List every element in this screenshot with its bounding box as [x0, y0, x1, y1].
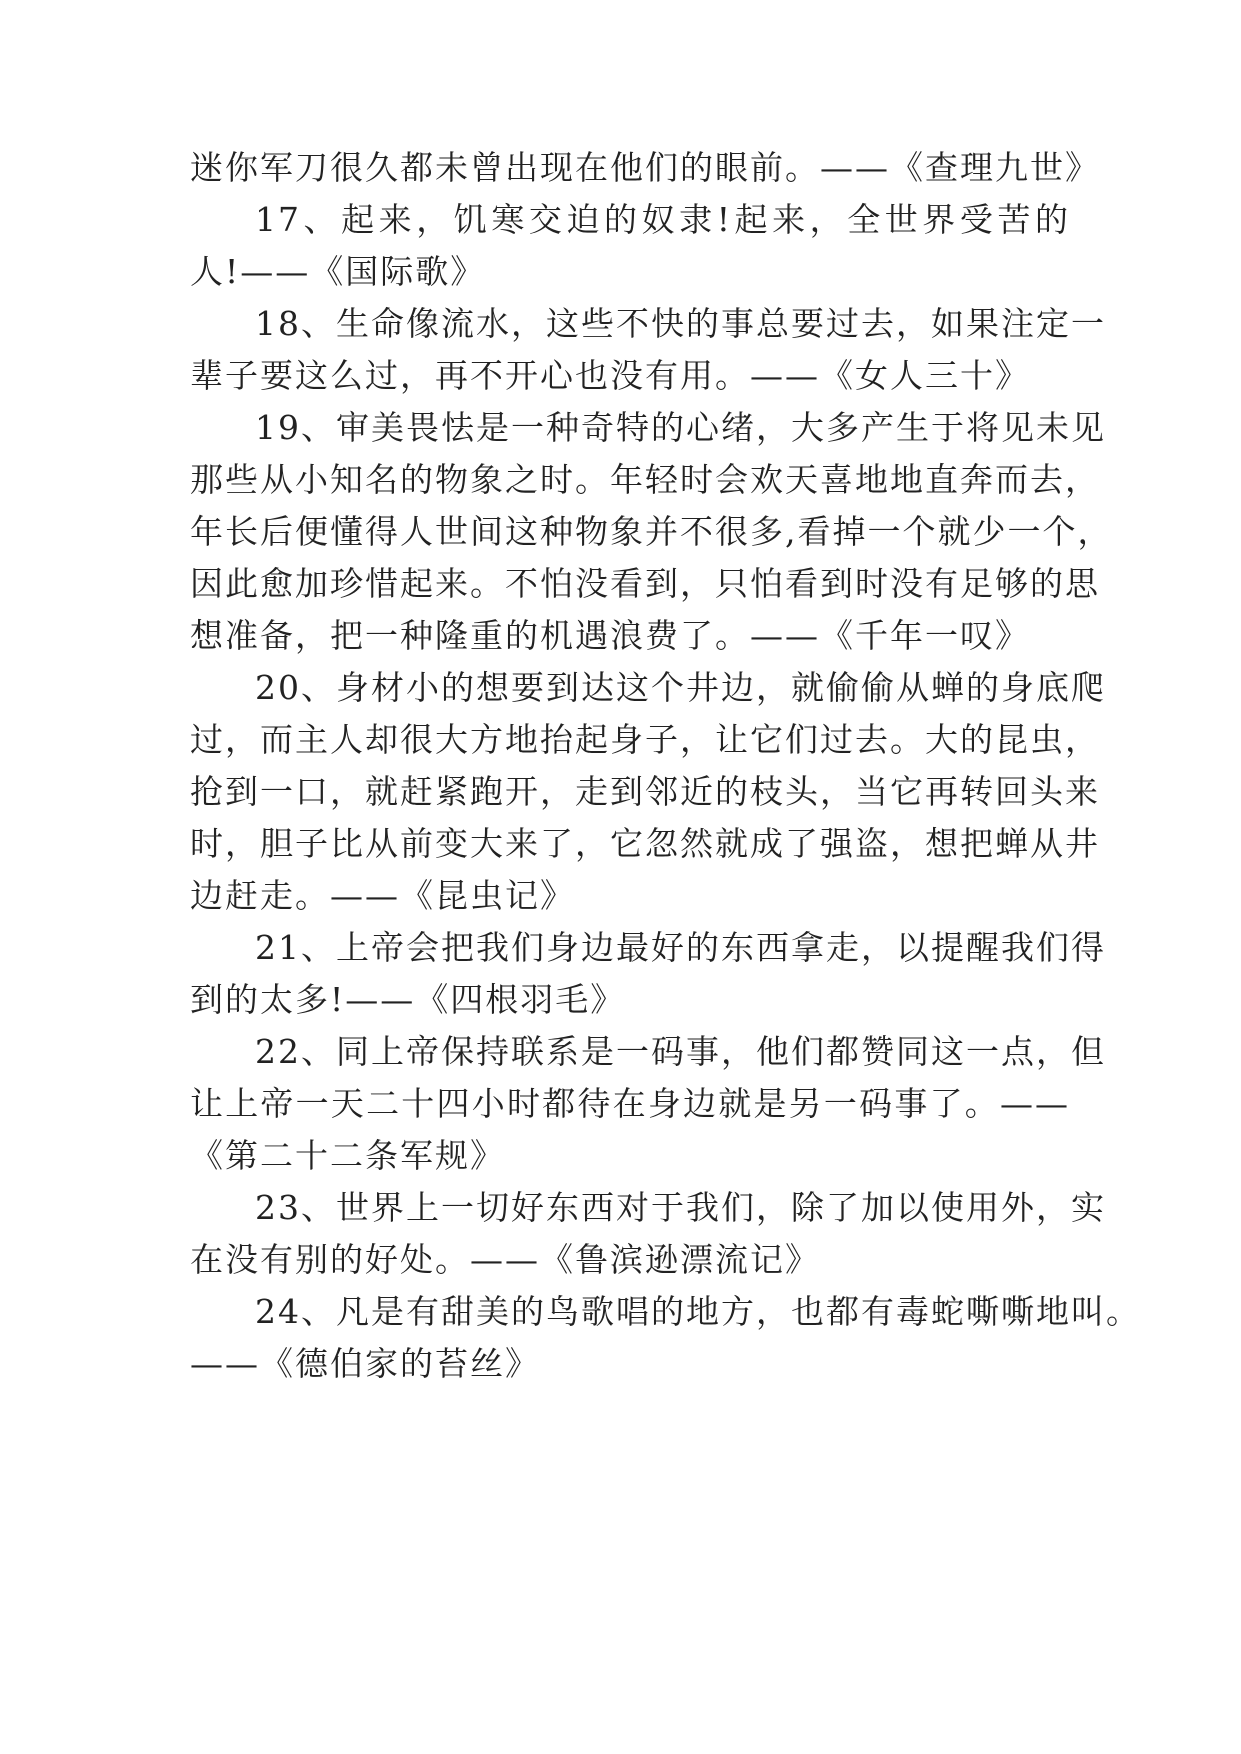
quote-20-line-3: 抢到一口，就赶紧跑开，走到邻近的枝头，当它再转回头来	[190, 772, 1100, 811]
quote-18-line-1: 18、生命像流水，这些不快的事总要过去，如果注定一	[255, 304, 1106, 343]
quote-19-line-4: 因此愈加珍惜起来。不怕没看到，只怕看到时没有足够的思	[190, 564, 1100, 603]
quote-22-line-2: 让上帝一天二十四小时都待在身边就是另一码事了。——	[190, 1084, 1070, 1123]
quote-24-line-1: 24、凡是有甜美的鸟歌唱的地方，也都有毒蛇嘶嘶地叫。	[255, 1292, 1141, 1331]
quote-20-line-5: 边赶走。——《昆虫记》	[190, 876, 575, 915]
quote-19-line-1: 19、审美畏怯是一种奇特的心绪，大多产生于将见未见	[255, 408, 1106, 447]
quote-19-line-3: 年长后便懂得人世间这种物象并不很多,看掉一个就少一个，	[190, 512, 1113, 551]
quote-17-line-2: 人!——《国际歌》	[190, 252, 486, 291]
quote-23-line-1: 23、世界上一切好东西对于我们，除了加以使用外，实	[255, 1188, 1106, 1227]
text-line-continuation: 迷你军刀很久都未曾出现在他们的眼前。——《查理九世》	[190, 148, 1100, 187]
quote-17-line-1: 17、起来，饥寒交迫的奴隶!起来，全世界受苦的	[255, 200, 1070, 239]
quote-19-line-2: 那些从小知名的物象之时。年轻时会欢天喜地地直奔而去，	[190, 460, 1100, 499]
quote-18-line-2: 辈子要这么过，再不开心也没有用。——《女人三十》	[190, 356, 1030, 395]
quote-20-line-2: 过，而主人却很大方地抬起身子，让它们过去。大的昆虫，	[190, 720, 1100, 759]
quote-22-line-3: 《第二十二条军规》	[190, 1136, 505, 1175]
quote-23-line-2: 在没有别的好处。——《鲁滨逊漂流记》	[190, 1240, 820, 1279]
quote-20-line-1: 20、身材小的想要到达这个井边，就偷偷从蝉的身底爬	[255, 668, 1106, 707]
quote-19-line-5: 想准备，把一种隆重的机遇浪费了。——《千年一叹》	[190, 616, 1030, 655]
quote-21-line-1: 21、上帝会把我们身边最好的东西拿走，以提醒我们得	[255, 928, 1106, 967]
quote-24-line-2: ——《德伯家的苔丝》	[190, 1344, 540, 1383]
quote-22-line-1: 22、同上帝保持联系是一码事，他们都赞同这一点，但	[255, 1032, 1106, 1071]
quote-20-line-4: 时，胆子比从前变大来了，它忽然就成了强盗，想把蝉从井	[190, 824, 1100, 863]
quote-21-line-2: 到的太多!——《四根羽毛》	[190, 980, 626, 1019]
